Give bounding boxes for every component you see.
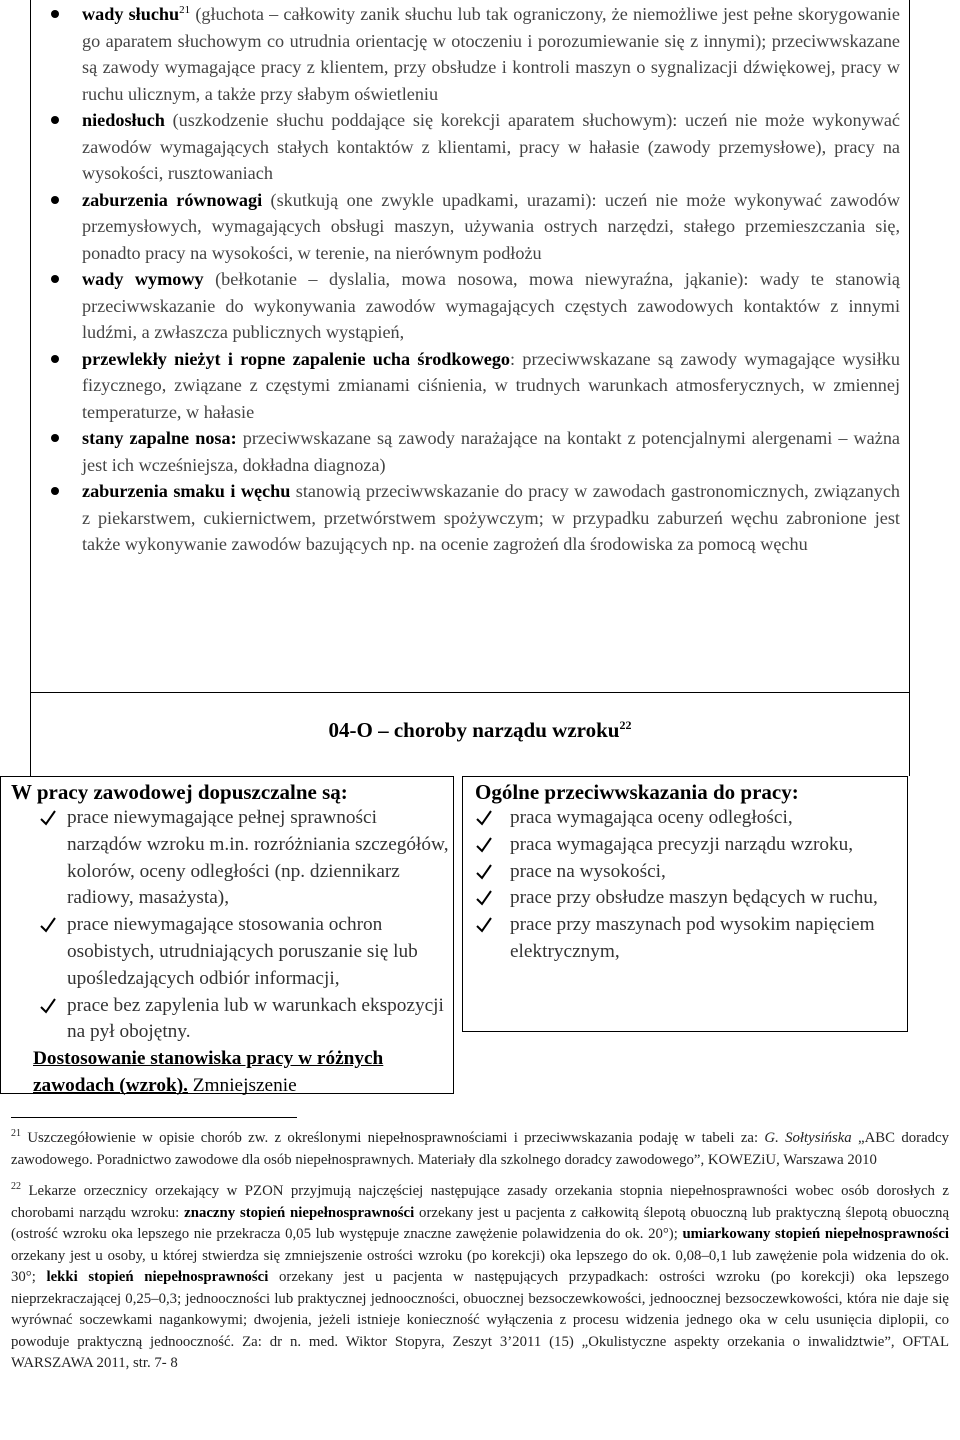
bullet-text: (głuchota – całkowity zanik słuchu lub tak ograniczony, że niemożliwe jest pełne skorygowanie go aparatem słuchowym co utrudnia orientację w otoczeniu i porozumiewanie się z innymi); przeciwwskazane są zawody wymagające pracy z klientem, przy obsłudze i kontroli maszyn o sygnalizacji dźwiękowej, pracy w ruchu ulicznym, a także przy słabym oświetleniu [82,4,900,104]
bullet-item [30,425,908,478]
list-item: prace niewymagające pełnej sprawności narządów wzroku m.in. rozróżniania szczegółów, kolorów, oceny odległości (np. dziennikarz radiowy, masażysta), [1,805,453,912]
checkmark-icon [39,997,57,1015]
bullet-text: przeciwwskazane są zawody narażające na kontakt z potencjalnymi alergenami – ważna jest ich wcześniejsza, dokładna diagnoza) [82,428,900,475]
allowed-work-list [1,805,453,1046]
section-title [0,718,960,743]
bullet-term: zaburzenia smaku i węchu [82,481,291,501]
checkmark-icon [475,809,493,827]
bullet-term: stany zapalne nosa: [82,428,237,448]
bullet-item [30,1,908,107]
bullet-icon [51,275,59,283]
hearing-conditions-list [30,1,908,558]
list-item: prace przy maszynach pod wysokim napięciem elektrycznym, [463,912,907,966]
section-title-text: 04-O – choroby narządu wzroku [328,718,620,742]
bullet-text: : przeciwwskazane są zawody wymagające wysiłku fizycznego, związane z częstymi zmianami ciśnienia, w trudnych warunkach atmosferycznych, w zmiennej temperaturze, w hałasie [82,348,900,422]
bullet-item [30,346,908,426]
contraindications-column [462,776,908,1032]
bullet-icon [51,434,59,442]
workplace-adaptation-link[interactable]: Dostosowanie stanowiska pracy w różnych zawodach (wzrok). [33,1048,384,1096]
footnote-21: $^{21}$ Uszczegółowienie w opisie chorób zw. z określonymi niepełnosprawnościami i przeciwwskazania podaję w tabeli za: G. Sołtysińska „ABC doradcy zawodowego. Poradnictwo zawodowe dla osób niepełnosprawnych. Materiały dla szkolnego doradcy zawodowego”, KOWEZiU, Warszawa 2010 [11,1128,949,1168]
bullet-term: wady słuchu [82,4,180,24]
footnote-divider [11,1117,297,1118]
list-item: prace bez zapylenia lub w warunkach ekspozycji na pył obojętny. [1,993,453,1047]
footnote-22: $^{22}$ Lekarze orzecznicy orzekający w PZON przyjmują najczęściej następujące zasady orzekania stopnia niepełnosprawności wobec osób dorosłych z chorobami narządu wzroku: znaczny stopień niepełnosprawności orzekany jest u pacjenta z całkowitą ślepotą obuoczną lub praktyczną ślepotą obuoczną (ostrość wzroku oka lepszego nie przekracza 0,05 lub występuje znaczne zawężenie polawidzenia do ok. 20°); umiarkowany stopień niepełnosprawności orzekany jest u osoby, u której stwierdza się zmniejszenie ostrości wzroku (po korekcji) oka lepszego do ok. 0,08–0,1 lub zawężenie pola widzenia do ok. 30°; lekki stopień niepełnosprawności orzekany jest u pacjenta w następujących przypadkach: ostrości wzroku (po korekcji) oka lepszego nieprzekraczającej 0,25–0,3; jednooczności lub praktycznej jednooczności, obuocznej bezsoczewkowości, jednoocznej bezsoczewkowości, która nie daje się wyrównać soczewkami nagankowymi; dwojenia, jeżeli istnieje konieczność wyłączenia z procesu widzenia jednego oka w celu usunięcia diplopii, co powoduje praktyczną jednooczność. Za: dr n. med. Wiktor Stopyra, Zeszyt 3’2011 (15) „Okulistyczne aspekty orzekania o inwalidztwie”, OFTAL WARSZAWA 2011, str. 7- 8 [11,1181,950,1371]
list-item: prace niewymagające stosowania ochron osobistych, utrudniających poruszanie się lub upośledzających odbiór informacji, [1,912,453,992]
bullet-icon [51,196,59,204]
bullet-icon [51,10,59,18]
bullet-text: (skutkują one zwykle upadkami, urazami): uczeń nie może wykonywać zawodów przemysłowych, wymagających obsługi maszyn, używania ostrych narzędzi, stałego przemieszczania się, ponadto pracy na wysokości, w terenie, na nierównym podłożu [82,189,901,263]
footnotes [11,1128,949,1385]
list-item: praca wymagająca precyzji narządu wzroku, [463,832,907,859]
footnote-ref[interactable]: 22 [619,718,632,732]
contraindications-heading: Ogólne przeciwwskazania do pracy: [475,780,799,804]
bullet-term: niedosłuch [82,110,165,130]
bullet-text: stanowią przeciwwskazanie do pracy w zawodach gastronomicznych, związanych z piekarstwem, cukiernictwem, przetwórstwem spożywczym; w przypadku zaburzeń węchu zabronione jest także wykonywanie zawodów bazujących np. na ocenie zagrożeń dla środowiska za pomocą węchu [82,481,901,554]
bullet-item [30,478,908,558]
bullet-icon [51,355,59,363]
bullet-item [30,187,908,267]
contraindications-list [463,805,907,966]
bullet-icon [51,116,59,124]
bullet-term: przewlekły nieżyt i ropne zapalenie ucha środkowego [82,348,511,369]
checkmark-icon [39,916,57,934]
workplace-adaptation: Dostosowanie stanowiska pracy w różnych zawodach (wzrok). Zmniejszenie [33,1048,384,1096]
bullet-text: (bełkotanie – dyslalia, mowa nosowa, mowa niewyraźna, jąkanie): wady te stanowią przeciwwskazanie do wykonywania zawodów wymagających częstych zawodowych kontaktów z innymi ludźmi, a zwłaszcza publicznych wystąpień, [82,269,901,342]
bullet-text: (uszkodzenie słuchu poddające się korekcji aparatem słuchowym): uczeń nie może wykonywać zawodów wymagających stałych kontaktów z klientami, pracy w hałasie (zawody przemysłowe), pracy na wysokości, rusztowaniach [82,110,900,183]
bullet-item [30,107,908,187]
footnote-ref[interactable]: 21 [179,3,191,16]
checkmark-icon [39,809,57,827]
allowed-work-heading: W pracy zawodowej dopuszczalne są: [11,780,348,804]
list-item: prace przy obsłudze maszyn będących w ruchu, [463,885,907,912]
list-item: prace na wysokości, [463,859,907,886]
bullet-icon [51,487,59,495]
checkmark-icon [475,889,493,907]
checkmark-icon [475,863,493,881]
bullet-term: zaburzenia równowagi [82,189,263,210]
list-item: praca wymagająca oceny odległości, [463,805,907,832]
bullet-item [30,266,908,346]
checkmark-icon [475,916,493,934]
checkmark-icon [475,836,493,854]
allowed-work-column [0,776,454,1094]
bullet-term: wady wymowy [82,269,204,289]
